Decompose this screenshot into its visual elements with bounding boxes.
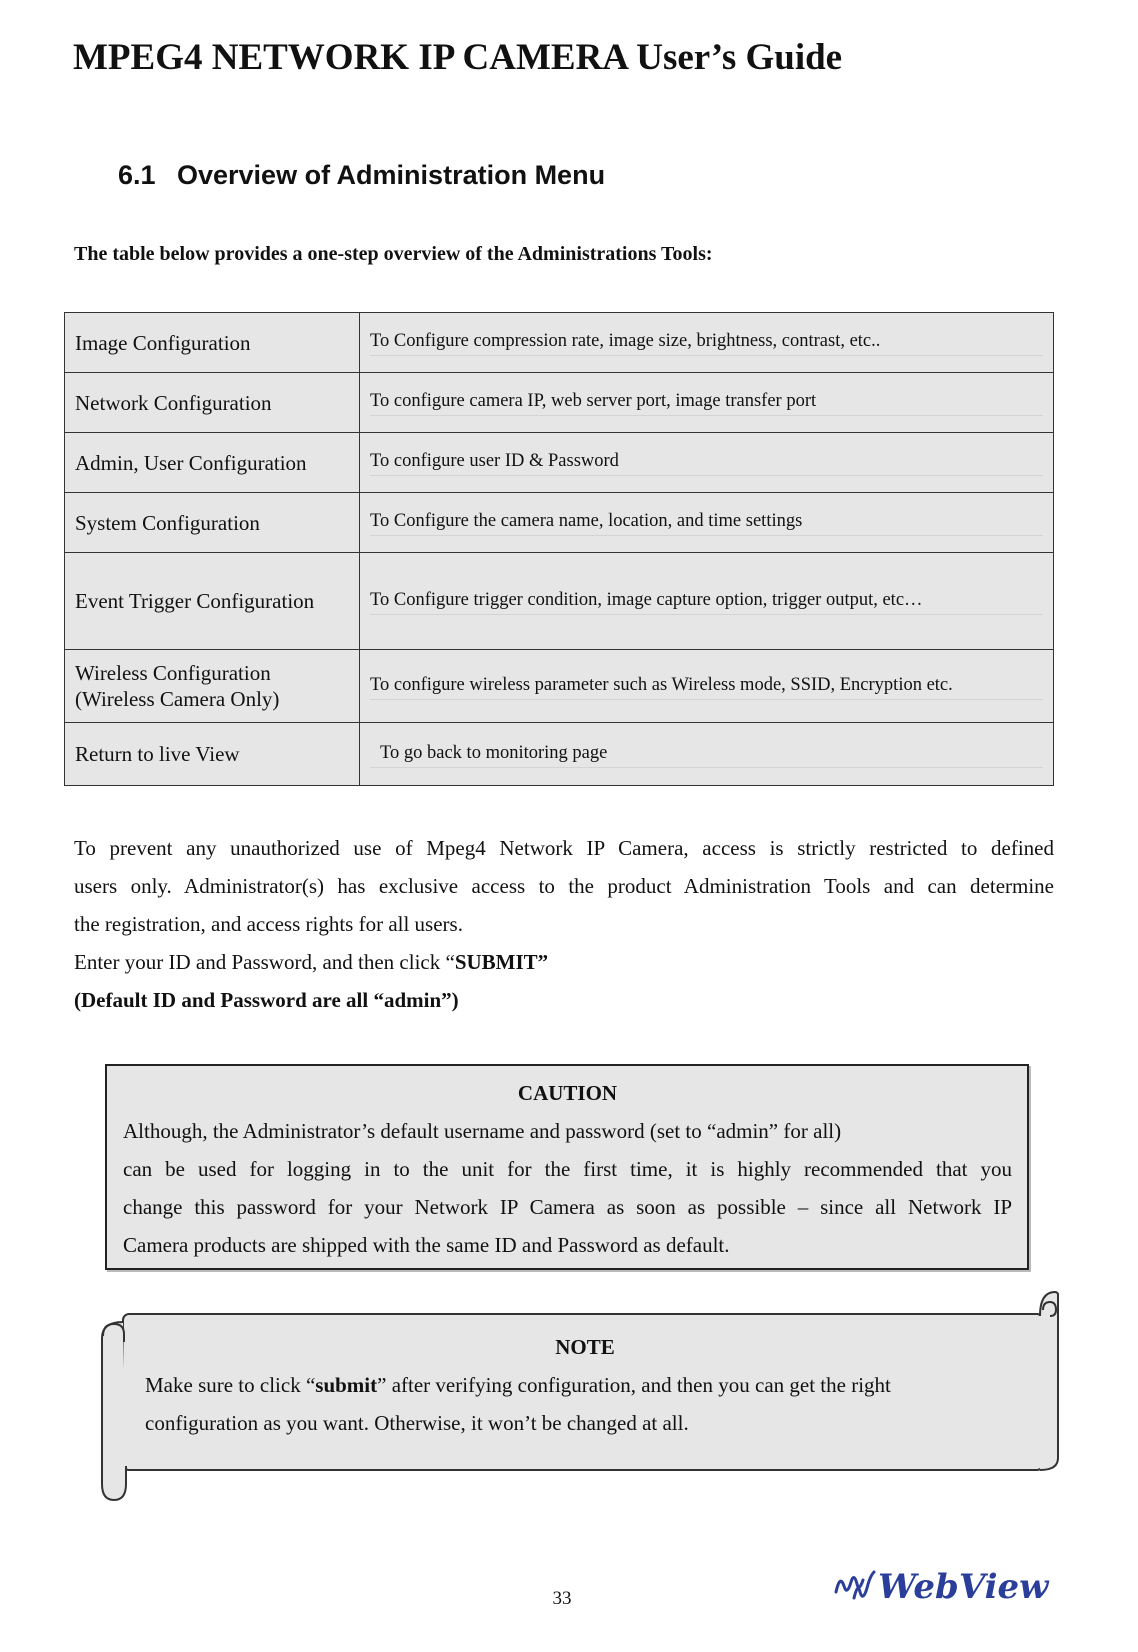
caution-box bbox=[105, 1064, 1029, 1270]
tool-name: System Configuration bbox=[65, 493, 360, 553]
table-row bbox=[65, 723, 1054, 786]
tool-name: Network Configuration bbox=[65, 373, 360, 433]
caution-line: can be used for logging in to the unit for the first time, it is highly recommended that you bbox=[123, 1157, 1012, 1181]
tool-name: Return to live View bbox=[65, 723, 360, 786]
intro-text: The table below provides a one-step overview of the Administrations Tools: bbox=[74, 243, 713, 265]
tool-description: To configure camera IP, web server port, image transfer port bbox=[360, 373, 1054, 433]
table-row bbox=[65, 433, 1054, 493]
paragraph-line: users only. Administrator(s) has exclusive access to the product Administration Tools and can determine bbox=[74, 874, 1054, 898]
section-title: Overview of Administration Menu bbox=[177, 160, 606, 190]
brand-text: WebView bbox=[878, 1567, 1049, 1606]
table-row bbox=[65, 493, 1054, 553]
tool-description: To go back to monitoring page bbox=[360, 723, 1054, 786]
default-credentials-note: (Default ID and Password are all “admin”) bbox=[74, 988, 459, 1012]
page-number: 33 bbox=[552, 1588, 572, 1609]
table-row bbox=[65, 553, 1054, 650]
note-content bbox=[145, 1328, 1025, 1442]
webview-logo bbox=[830, 1562, 1052, 1606]
submit-keyword: submit bbox=[315, 1373, 378, 1397]
note-line: configuration as you want. Otherwise, it won’t be changed at all. bbox=[145, 1411, 689, 1435]
table-row bbox=[65, 373, 1054, 433]
tool-description: To Configure trigger condition, image capture option, trigger output, etc… bbox=[360, 553, 1054, 650]
caution-title: CAUTION bbox=[517, 1081, 618, 1105]
caution-line: Camera products are shipped with the same ID and Password as default. bbox=[123, 1233, 730, 1257]
section-number: 6.1 bbox=[118, 160, 156, 190]
section-heading bbox=[118, 160, 605, 191]
tool-description: To Configure compression rate, image size, brightness, contrast, etc.. bbox=[360, 313, 1054, 373]
tool-name: Wireless Configuration (Wireless Camera Only) bbox=[65, 650, 360, 723]
access-paragraph bbox=[74, 829, 1054, 943]
caution-line: change this password for your Network IP Camera as soon as possible – since all Network IP bbox=[123, 1195, 1012, 1219]
caution-line: Although, the Administrator’s default username and password (set to “admin” for all) bbox=[123, 1119, 842, 1143]
submit-keyword: SUBMIT” bbox=[454, 950, 549, 974]
admin-tools-table bbox=[64, 312, 1054, 786]
table-row bbox=[65, 313, 1054, 373]
tool-name: Image Configuration bbox=[65, 313, 360, 373]
table-row bbox=[65, 650, 1054, 723]
tool-description: To configure user ID & Password bbox=[360, 433, 1054, 493]
tool-name: Event Trigger Configuration bbox=[65, 553, 360, 650]
tool-name: Admin, User Configuration bbox=[65, 433, 360, 493]
paragraph-line: To prevent any unauthorized use of Mpeg4 Network IP Camera, access is strictly restricted to defined bbox=[74, 836, 1054, 860]
submit-instruction: Enter your ID and Password, and then click “SUBMIT” bbox=[74, 950, 549, 974]
note-title: NOTE bbox=[555, 1335, 615, 1359]
tool-description: To Configure the camera name, location, and time settings bbox=[360, 493, 1054, 553]
document-title: MPEG4 NETWORK IP CAMERA User’s Guide bbox=[73, 37, 843, 78]
paragraph-line: the registration, and access rights for all users. bbox=[74, 912, 463, 936]
note-line: Make sure to click “submit” after verifying configuration, and then you can get the right bbox=[145, 1373, 891, 1397]
tool-description: To configure wireless parameter such as Wireless mode, SSID, Encryption etc. bbox=[360, 650, 1054, 723]
